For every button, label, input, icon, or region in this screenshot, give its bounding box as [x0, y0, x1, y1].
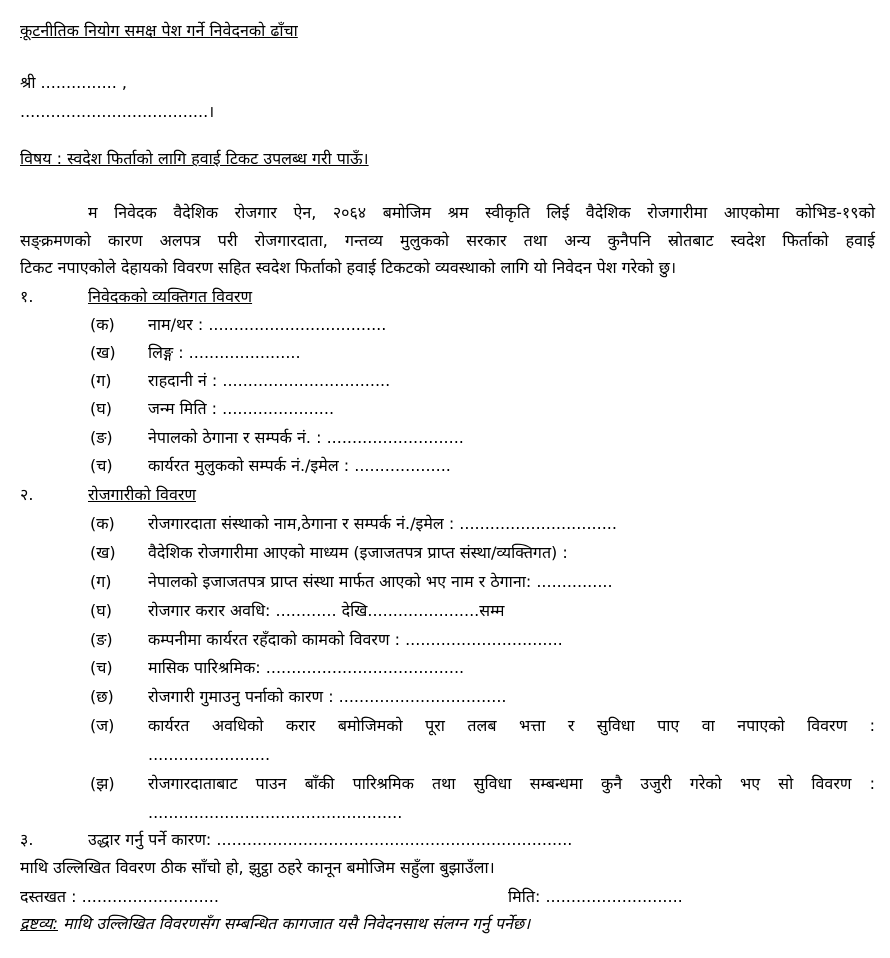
s1-item-text: कार्यरत मुलुकको सम्पर्क नं./इमेल : ................... [148, 456, 451, 475]
s2-item-label: (क) [90, 514, 115, 533]
intro-line-2: सङ्क्रमणको कारण अलपत्र परी रोजगारदाता, गन्तव्य मुलुकको सरकार तथा अन्य कुनैपनि स्रोतबाट स्वदेश फिर्ताको हवाई [20, 231, 875, 250]
s1-item-label: (ख) [90, 343, 116, 362]
s2-item-label: (घ) [90, 601, 112, 620]
note-label: द्रष्टव्य: [20, 914, 58, 933]
s2-item-continuation: .................................................. [148, 803, 403, 822]
s1-item-label: (च) [90, 456, 113, 475]
intro-line-1: म निवेदक वैदेशिक रोजगार ऐन, २०६४ बमोजिम श्रम स्वीकृति लिई वैदेशिक रोजगारीमा आएकोमा कोभिड-१९को [88, 203, 875, 222]
s2-item-label: (छ) [90, 687, 114, 706]
s1-item-label: (घ) [90, 399, 112, 418]
s2-item-label: (ख) [90, 543, 116, 562]
s1-item-label: (ङ) [90, 428, 113, 447]
s2-item-text: नेपालको इजाजतपत्र प्राप्त संस्था मार्फत आएको भए नाम र ठेगाना: ............... [148, 572, 613, 591]
section-2-number: २. [20, 485, 34, 504]
s2-item-text: कम्पनीमा कार्यरत रहँदाको कामको विवरण : ............................... [148, 630, 563, 649]
section-1-heading: निवेदकको व्यक्तिगत विवरण [88, 287, 253, 306]
note-line [20, 913, 530, 935]
s1-item-text: नाम/थर : ................................... [148, 315, 387, 334]
s1-item-text: राहदानी नं : ................................. [148, 371, 391, 390]
s1-item-label: (क) [90, 315, 115, 334]
date-field: मिति: ........................... [508, 887, 683, 906]
s2-item-label: (ङ) [90, 630, 113, 649]
s2-item-text: मासिक पारिश्रमिक: ....................................... [148, 658, 465, 677]
declaration-text: माथि उल्लिखित विवरण ठीक साँचो हो, झुट्ठा ठहरे कानून बमोजिम सहुँला बुझाउँला। [20, 858, 495, 877]
signature-field: दस्तखत : ........................... [20, 887, 219, 906]
section-1-number: १. [20, 287, 34, 306]
addressee-line-1: श्री ............... , [20, 73, 128, 92]
s2-item-text: रोजगार करार अवधि: ............ देखि......................सम्म [148, 601, 505, 620]
section-2-heading: रोजगारीको विवरण [88, 485, 196, 504]
note-text: माथि उल्लिखित विवरणसँग सम्बन्धित कागजात यसै निवेदनसाथ संलग्न गर्नु पर्नेछ। [57, 914, 531, 933]
subject-line: विषय : स्वदेश फिर्ताको लागि हवाई टिकट उपलब्ध गरी पाऊँ। [20, 149, 369, 168]
s2-item-label: (ज) [90, 716, 115, 735]
s2-item-text: कार्यरत अवधिको करार बमोजिमको पूरा तलब भत्ता र सुविधा पाए वा नपाएको विवरण : [148, 716, 875, 735]
s2-item-label: (च) [90, 658, 113, 677]
s2-item-label: (ग) [90, 572, 112, 591]
s2-item-text: रोजगारदाता संस्थाको नाम,ठेगाना र सम्पर्क नं./इमेल : ............................... [148, 514, 617, 533]
s2-item-text: रोजगारदाताबाट पाउन बाँकी पारिश्रमिक तथा सुविधा सम्बन्धमा कुनै उजुरी गरेको भए सो विवरण : [148, 774, 875, 793]
intro-line-3: टिकट नपाएकोले देहायको विवरण सहित स्वदेश फिर्ताको हवाई टिकटको व्यवस्थाको लागि यो निवेदन पेश गरेको छु। [20, 258, 677, 277]
section-3-text: उद्धार गर्नु पर्ने कारण: ...................................................................... [88, 830, 573, 849]
section-3-number: ३. [20, 830, 34, 849]
s2-item-text: वैदेशिक रोजगारीमा आएको माध्यम (इजाजतपत्र प्राप्त संस्था/व्यक्तिगत) : [148, 543, 568, 562]
form-title: कूटनीतिक नियोग समक्ष पेश गर्ने निवेदनको ढाँचा [20, 21, 298, 40]
s1-item-label: (ग) [90, 371, 112, 390]
s1-item-text: लिङ्ग : ...................... [148, 343, 301, 362]
s1-item-text: नेपालको ठेगाना र सम्पर्क नं. : ........................... [148, 428, 464, 447]
s2-item-continuation: ........................ [148, 745, 271, 764]
s1-item-text: जन्म मिति : ...................... [148, 399, 335, 418]
s2-item-label: (झ) [90, 774, 115, 793]
addressee-line-2: .....................................। [20, 102, 215, 121]
s2-item-text: रोजगारी गुमाउनु पर्नाको कारण : ................................. [148, 687, 507, 706]
